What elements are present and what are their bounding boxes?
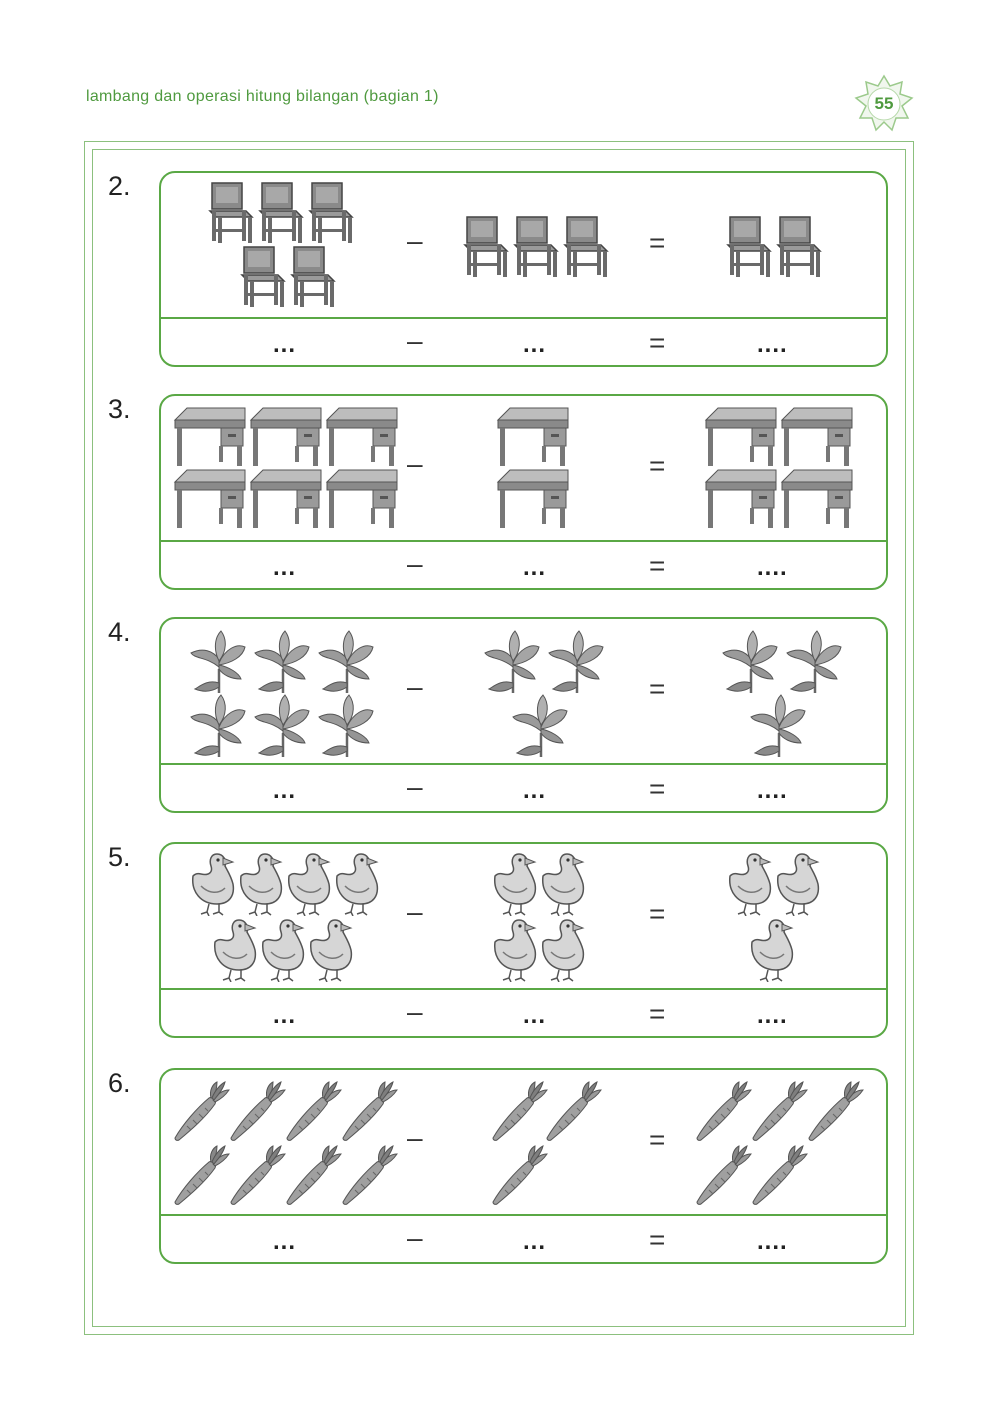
flower-icon	[785, 629, 845, 693]
duck-icon	[283, 852, 331, 916]
box-divider	[161, 540, 886, 542]
duck-icon	[772, 852, 820, 916]
desk-icon	[249, 406, 323, 468]
minus-sign: –	[407, 896, 423, 927]
flower-icon	[253, 693, 313, 757]
answer-equals: =	[649, 550, 666, 581]
answer-blank-middle[interactable]: ...	[523, 777, 547, 804]
desk-icon	[780, 468, 854, 530]
page-header-title: lambang dan operasi hitung bilangan (bagian 1)	[86, 88, 439, 105]
chair-icon	[461, 215, 509, 279]
chair-icon	[511, 215, 559, 279]
duck-icon	[537, 852, 585, 916]
carrot-icon	[227, 1142, 287, 1206]
answer-equals: =	[649, 327, 666, 358]
desk-icon	[496, 406, 570, 468]
box-divider	[161, 988, 886, 990]
equals-sign: =	[649, 227, 666, 258]
duck-icon	[235, 852, 283, 916]
carrot-icon	[171, 1078, 231, 1142]
chair-icon	[561, 215, 609, 279]
chair-icon	[774, 215, 822, 279]
carrot-icon	[749, 1142, 809, 1206]
carrot-icon	[283, 1142, 343, 1206]
desk-icon	[704, 468, 778, 530]
equals-sign: =	[649, 1124, 666, 1155]
carrot-icon	[489, 1142, 549, 1206]
chair-icon	[256, 181, 304, 245]
answer-blank-middle[interactable]: ...	[523, 554, 547, 581]
minus-sign: –	[407, 671, 423, 702]
carrot-icon	[227, 1078, 287, 1142]
carrot-icon	[693, 1078, 753, 1142]
problem-number: 6.	[108, 1068, 131, 1098]
box-divider	[161, 763, 886, 765]
desk-icon	[173, 468, 247, 530]
duck-icon	[489, 852, 537, 916]
flower-icon	[721, 629, 781, 693]
box-divider	[161, 317, 886, 319]
flower-icon	[547, 629, 607, 693]
flower-icon	[189, 693, 249, 757]
page-number: 55	[874, 94, 894, 113]
answer-equals: =	[649, 1224, 666, 1255]
desk-icon	[704, 406, 778, 468]
answer-blank-right[interactable]: ....	[757, 1228, 788, 1255]
answer-minus: –	[407, 548, 423, 579]
carrot-icon	[543, 1078, 603, 1142]
flower-icon	[317, 693, 377, 757]
duck-icon	[537, 918, 585, 982]
problem-box	[159, 617, 888, 813]
desk-icon	[325, 406, 399, 468]
carrot-icon	[749, 1078, 809, 1142]
carrot-icon	[339, 1142, 399, 1206]
desk-icon	[325, 468, 399, 530]
answer-minus: –	[407, 325, 423, 356]
desk-icon	[780, 406, 854, 468]
duck-icon	[187, 852, 235, 916]
box-divider	[161, 1214, 886, 1216]
problem-box	[159, 171, 888, 367]
answer-blank-left[interactable]: ...	[273, 777, 297, 804]
carrot-icon	[171, 1142, 231, 1206]
chair-icon	[288, 245, 336, 309]
minus-sign: –	[407, 448, 423, 479]
flower-icon	[317, 629, 377, 693]
problem-number: 5.	[108, 842, 131, 872]
problem-number: 3.	[108, 394, 131, 424]
carrot-icon	[489, 1078, 549, 1142]
equals-sign: =	[649, 673, 666, 704]
chair-icon	[206, 181, 254, 245]
duck-icon	[489, 918, 537, 982]
answer-blank-middle[interactable]: ...	[523, 1002, 547, 1029]
answer-blank-right[interactable]: ....	[757, 554, 788, 581]
answer-minus: –	[407, 771, 423, 802]
problem-box	[159, 842, 888, 1038]
chair-icon	[724, 215, 772, 279]
equals-sign: =	[649, 450, 666, 481]
page-number-badge	[852, 72, 916, 136]
flower-icon	[511, 693, 571, 757]
chair-icon	[306, 181, 354, 245]
answer-blank-right[interactable]: ....	[757, 331, 788, 358]
carrot-icon	[339, 1078, 399, 1142]
answer-equals: =	[649, 998, 666, 1029]
flower-icon	[483, 629, 543, 693]
problem-number: 2.	[108, 171, 131, 201]
answer-blank-middle[interactable]: ...	[523, 1228, 547, 1255]
duck-icon	[209, 918, 257, 982]
problem-number: 4.	[108, 617, 131, 647]
flower-icon	[749, 693, 809, 757]
minus-sign: –	[407, 1122, 423, 1153]
desk-icon	[496, 468, 570, 530]
equals-sign: =	[649, 898, 666, 929]
answer-blank-right[interactable]: ....	[757, 1002, 788, 1029]
duck-icon	[257, 918, 305, 982]
carrot-icon	[283, 1078, 343, 1142]
answer-blank-left[interactable]: ...	[273, 1228, 297, 1255]
answer-blank-left[interactable]: ...	[273, 1002, 297, 1029]
answer-minus: –	[407, 1222, 423, 1253]
minus-sign: –	[407, 225, 423, 256]
chair-icon	[238, 245, 286, 309]
problem-box	[159, 1068, 888, 1264]
carrot-icon	[805, 1078, 865, 1142]
carrot-icon	[693, 1142, 753, 1206]
duck-icon	[305, 918, 353, 982]
answer-equals: =	[649, 773, 666, 804]
answer-blank-right[interactable]: ....	[757, 777, 788, 804]
answer-blank-left[interactable]: ...	[273, 331, 297, 358]
answer-blank-left[interactable]: ...	[273, 554, 297, 581]
flower-icon	[253, 629, 313, 693]
duck-icon	[746, 918, 794, 982]
answer-blank-middle[interactable]: ...	[523, 331, 547, 358]
duck-icon	[724, 852, 772, 916]
answer-minus: –	[407, 996, 423, 1027]
desk-icon	[249, 468, 323, 530]
flower-icon	[189, 629, 249, 693]
problem-box	[159, 394, 888, 590]
duck-icon	[331, 852, 379, 916]
desk-icon	[173, 406, 247, 468]
